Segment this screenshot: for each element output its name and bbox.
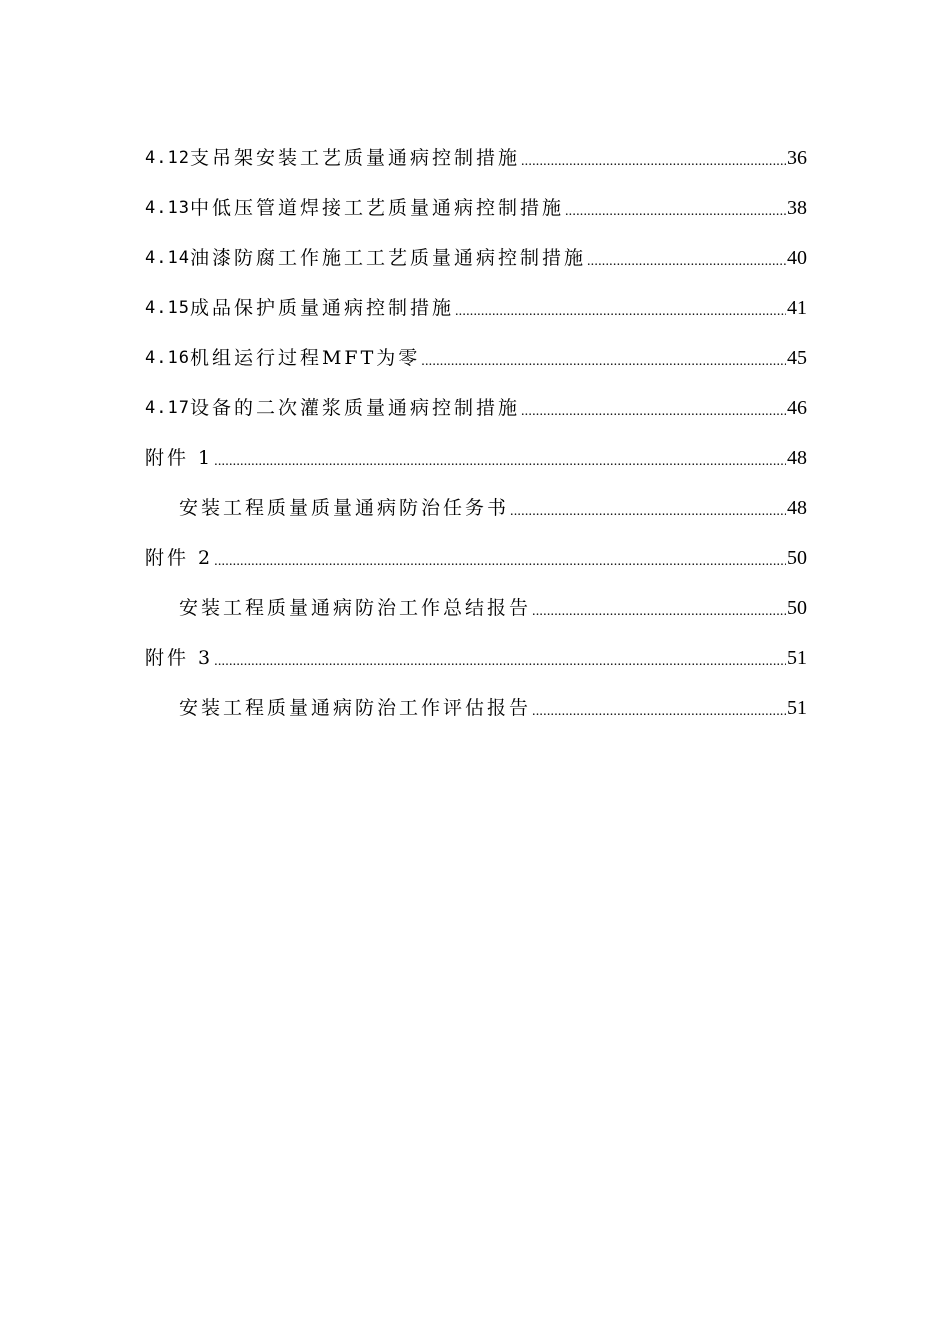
dot-leader (214, 451, 786, 473)
toc-entry-number: 4.13 (145, 198, 190, 218)
toc-entry-title: 成品保护质量通病控制措施 (189, 297, 454, 319)
dot-leader (455, 301, 786, 323)
toc-entry-page: 38 (787, 197, 807, 219)
toc-entry-page: 50 (787, 547, 807, 569)
toc-entry[interactable] (145, 383, 807, 433)
dot-leader (587, 251, 786, 273)
toc-entry-page: 45 (787, 347, 807, 369)
toc-entry-page: 51 (787, 647, 807, 669)
toc-entry-title: 支吊架安装工艺质量通病控制措施 (189, 147, 520, 169)
toc-entry-title: 安装工程质量质量通病防治任务书 (179, 497, 510, 519)
toc-entry-sub[interactable] (145, 583, 807, 633)
toc-entry-page: 40 (787, 247, 807, 269)
toc-entry[interactable] (145, 133, 807, 183)
toc-entry-page: 46 (787, 397, 807, 419)
toc-entry[interactable] (145, 283, 807, 333)
toc-entry-number: 4.14 (145, 248, 190, 268)
toc-entry-appendix[interactable] (145, 433, 807, 483)
toc-entry-sub[interactable] (145, 483, 807, 533)
toc-entry-number: 4.15 (145, 298, 190, 318)
toc-entry-page: 48 (787, 447, 807, 469)
toc-entry-number: 4.16 (145, 348, 190, 368)
dot-leader (532, 701, 786, 723)
toc-entry-sub[interactable] (145, 683, 807, 733)
toc-entry[interactable] (145, 183, 807, 233)
toc-entry-title: 安装工程质量通病防治工作总结报告 (179, 597, 532, 619)
toc-entry-title: 中低压管道焊接工艺质量通病控制措施 (189, 197, 564, 219)
dot-leader (510, 501, 786, 523)
toc-entry-title: 附件 3 (145, 647, 214, 669)
toc-entry[interactable] (145, 233, 807, 283)
dot-leader (532, 601, 786, 623)
toc-entry-title: 附件 1 (145, 447, 214, 469)
dot-leader (521, 151, 786, 173)
toc-entry-page: 41 (787, 297, 807, 319)
toc-entry-appendix[interactable] (145, 533, 807, 583)
dot-leader (421, 351, 786, 373)
toc-entry-appendix[interactable] (145, 633, 807, 683)
table-of-contents (145, 133, 807, 733)
toc-entry[interactable] (145, 333, 807, 383)
dot-leader (214, 551, 786, 573)
toc-entry-title: 油漆防腐工作施工工艺质量通病控制措施 (189, 247, 586, 269)
toc-entry-page: 51 (787, 697, 807, 719)
toc-entry-page: 50 (787, 597, 807, 619)
toc-entry-page: 36 (787, 147, 807, 169)
toc-entry-title: 安装工程质量通病防治工作评估报告 (179, 697, 532, 719)
toc-entry-number: 4.17 (145, 398, 190, 418)
dot-leader (521, 401, 786, 423)
dot-leader (565, 201, 786, 223)
toc-entry-page: 48 (787, 497, 807, 519)
dot-leader (214, 651, 786, 673)
toc-entry-title: 机组运行过程MFT为零 (189, 347, 421, 369)
toc-entry-number: 4.12 (145, 148, 190, 168)
toc-entry-title: 设备的二次灌浆质量通病控制措施 (189, 397, 520, 419)
toc-entry-title: 附件 2 (145, 547, 214, 569)
